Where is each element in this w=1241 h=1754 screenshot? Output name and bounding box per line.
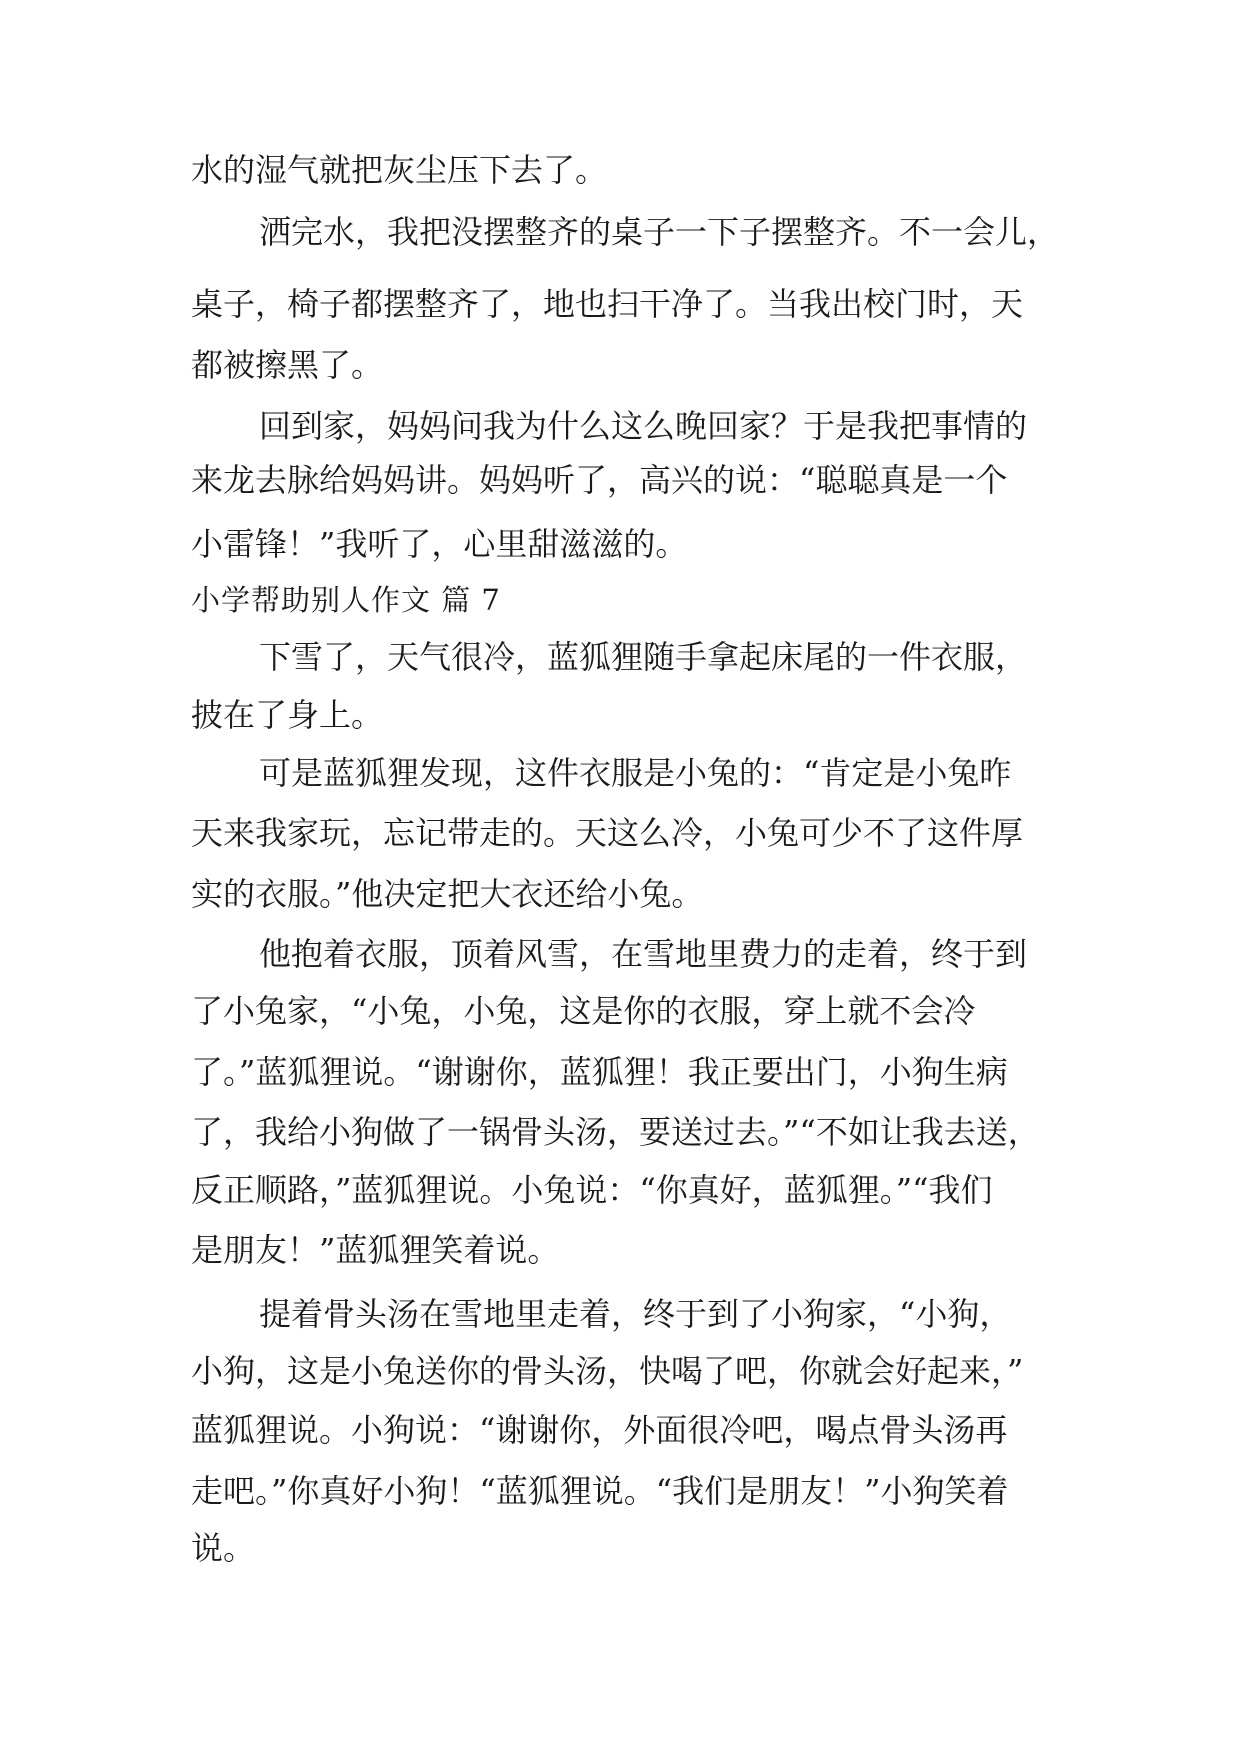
- text-line: 反正顺路，”蓝狐狸说。小兔说：“你真好，蓝狐狸。”“我们: [191, 1171, 993, 1209]
- text-line: 天来我家玩，忘记带走的。天这么冷，小兔可少不了这件厚: [191, 814, 1024, 852]
- text-line: 回到家，妈妈问我为什么这么晚回家？于是我把事情的: [259, 407, 1028, 445]
- section-heading: 小学帮助别人作文 篇 7: [191, 583, 501, 617]
- text-line: 说。: [191, 1529, 256, 1567]
- text-line: 水的湿气就把灰尘压下去了。: [191, 151, 608, 189]
- text-line: 提着骨头汤在雪地里走着，终于到了小狗家，“小狗，: [259, 1295, 1012, 1333]
- text-line: 可是蓝狐狸发现，这件衣服是小兔的：“肯定是小兔昨: [259, 754, 1012, 792]
- text-line: 小雷锋！”我听了，心里甜滋滋的。: [191, 525, 688, 563]
- text-line: 下雪了，天气很冷，蓝狐狸随手拿起床尾的一件衣服，: [259, 638, 1028, 676]
- text-line: 是朋友！”蓝狐狸笑着说。: [191, 1231, 560, 1269]
- text-line: 披在了身上。: [191, 696, 384, 734]
- text-line: 小狗，这是小兔送你的骨头汤，快喝了吧，你就会好起来，”: [191, 1352, 1024, 1390]
- text-line: 来龙去脉给妈妈讲。妈妈听了，高兴的说：“聪聪真是一个: [191, 461, 1008, 499]
- text-line: 他抱着衣服，顶着风雪，在雪地里费力的走着，终于到: [259, 935, 1028, 973]
- text-line: 蓝狐狸说。小狗说：“谢谢你，外面很冷吧，喝点骨头汤再: [191, 1411, 1008, 1449]
- text-line: 了。”蓝狐狸说。“谢谢你，蓝狐狸！我正要出门，小狗生病: [191, 1053, 1008, 1091]
- text-line: 都被擦黑了。: [191, 346, 384, 384]
- text-line: 了，我给小狗做了一锅骨头汤，要送过去。”“不如让我去送，: [191, 1113, 1040, 1151]
- text-line: 实的衣服。”他决定把大衣还给小兔。: [191, 875, 704, 913]
- text-line: 洒完水，我把没摆整齐的桌子一下子摆整齐。不一会儿，: [259, 213, 1060, 251]
- text-line: 走吧。”你真好小狗！“蓝狐狸说。“我们是朋友！”小狗笑着: [191, 1472, 1009, 1510]
- text-line: 了小兔家，“小兔，小兔，这是你的衣服，穿上就不会冷: [191, 992, 976, 1030]
- text-line: 桌子，椅子都摆整齐了，地也扫干净了。当我出校门时，天: [191, 285, 1024, 323]
